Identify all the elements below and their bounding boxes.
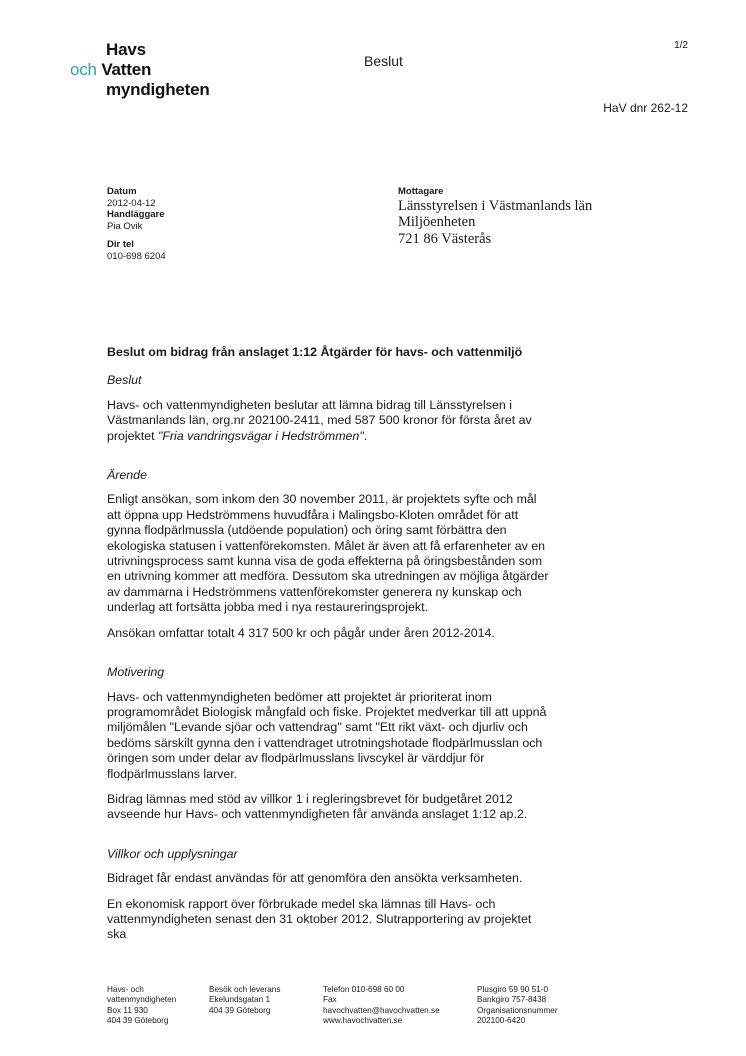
footer-contact <box>323 985 440 1026</box>
footer-website: www.havochvatten.se <box>323 1015 403 1025</box>
section-title: Villkor och upplysningar <box>107 846 238 861</box>
recipient-label: Mottagare <box>398 186 444 197</box>
handlaggare-value: Pia Ovik <box>107 220 143 232</box>
footer-email: havochvatten@havochvatten.se <box>323 1005 440 1015</box>
footer-line: Ekelundsgatan 1 <box>209 995 270 1005</box>
decision-heading: Beslut om bidrag från anslaget 1:12 Åtgärder för havs- och vattenmiljö <box>107 345 523 359</box>
recipient-line-2: Miljöenheten <box>398 214 476 230</box>
paragraph <box>107 398 552 444</box>
section-motivering <box>107 665 552 823</box>
paragraph: Bidraget får endast användas för att genomföra den ansökta verksamheten. <box>107 871 523 886</box>
decision-body <box>107 345 552 953</box>
recipient-line-3: 721 86 Västerås <box>398 230 492 247</box>
page-number: 1/2 <box>674 40 688 51</box>
project-name: "Fria vandringsvägar i Hedströmmen" <box>157 428 364 443</box>
paragraph: Bidrag lämnas med stöd av villkor 1 i regleringsbrevet för budgetåret 2012 avseende hur Havs- och vattenmyndigheten får använda anslaget 1:12 ap.2. <box>107 791 528 822</box>
dirtel-label: Dir tel <box>107 239 134 250</box>
footer-line: Box 11 930 <box>107 1005 148 1015</box>
logo-line-vatten <box>70 60 210 80</box>
footer-line: Havs- och <box>107 985 144 994</box>
paragraph-text: Havs- och vattenmyndigheten beslutar att lämna bidrag till Länsstyrelsen i Västmanlands län, org.nr 202100-2411, med 587 500 kronor för första året av projektet <box>107 397 532 443</box>
dirtel-value: 010-698 6204 <box>107 250 166 262</box>
handlaggare-label: Handläggare <box>107 209 165 220</box>
footer-line: 404 39 Göteborg <box>209 1005 271 1015</box>
footer-line: Besök och leverans <box>209 985 281 994</box>
section-villkor <box>107 847 552 943</box>
section-title: Ärende <box>107 468 147 483</box>
paragraph: Havs- och vattenmyndigheten bedömer att projektet är prioriterat inom programområdet Biologisk mångfald och fiske. Projektet medverkar till att uppnå miljömålen "Levande sjöar och vattendrag" samt "Ett rikt växt- och djurliv och bedöms särskilt gynna den i vattendraget utrotningshotade flodpärlmusslan och öringen som under delar av flodpärlmusslans livscykel är värddjur för flodpärlmusslans larver. <box>107 689 547 781</box>
logo-line-havs: Havs <box>106 40 146 59</box>
footer-visit <box>209 985 280 1016</box>
section-beslut <box>107 373 552 444</box>
footer-payment <box>477 985 558 1026</box>
footer-address <box>107 985 176 1026</box>
recipient-line-1: Länsstyrelsen i Västmanlands län <box>398 197 593 214</box>
logo-line-myndigheten: myndigheten <box>106 80 210 99</box>
logo-och: och <box>70 60 97 79</box>
section-title: Beslut <box>107 373 142 388</box>
diary-number: HaV dnr 262-12 <box>603 101 688 115</box>
agency-logo <box>70 40 210 100</box>
document-meta <box>107 186 166 262</box>
datum-value: 2012-04-12 <box>107 197 156 209</box>
footer-line: vattenmyndigheten <box>107 995 177 1005</box>
paragraph: En ekonomisk rapport över förbrukade medel ska lämnas till Havs- och vattenmyndigheten senast den 31 oktober 2012. Slutrapportering av projektet ska <box>107 896 532 942</box>
footer-line: 202100-6420 <box>477 1015 526 1025</box>
document-title: Beslut <box>364 53 403 69</box>
footer-line: Bankgiro 757-8438 <box>477 995 547 1005</box>
paragraph-end: . <box>363 428 368 443</box>
recipient-block <box>398 186 592 247</box>
logo-vatten: Vatten <box>101 60 152 79</box>
section-title: Motivering <box>107 665 165 680</box>
footer-line: Organisationsnummer <box>477 1005 558 1015</box>
section-arende <box>107 468 552 641</box>
footer-line: 404 39 Göteborg <box>107 1015 169 1025</box>
paragraph: Enligt ansökan, som inkom den 30 november 2011, är projektets syfte och mål att öppna upp Hedströmmens huvudfåra i Malingsbo-Kloten området för att gynna flodpärlmussla (utdöende population) och öring samt förbättra den ekologiska statusen i vattenförekomsten. Målet är även att få erfarenheter av en utrivningsprocess samt kunna visa de goda effekterna på öringsbestånden som en utrivning kommer att medföra. Dessutom ska utredningen av möjliga åtgärder av dammarna i Hedströmmens vattenförekomster generera ny kunskap och underlag att fortsätta jobba med i nya restaureringsprojekt. <box>107 492 549 615</box>
footer-line: Telefon 010-698 60 00 <box>323 985 405 994</box>
paragraph: Ansökan omfattar totalt 4 317 500 kr och pågår under åren 2012-2014. <box>107 625 495 640</box>
footer-line: Fax <box>323 995 337 1005</box>
footer-line: Plusgiro 59 90 51-0 <box>477 985 549 994</box>
datum-label: Datum <box>107 186 137 197</box>
